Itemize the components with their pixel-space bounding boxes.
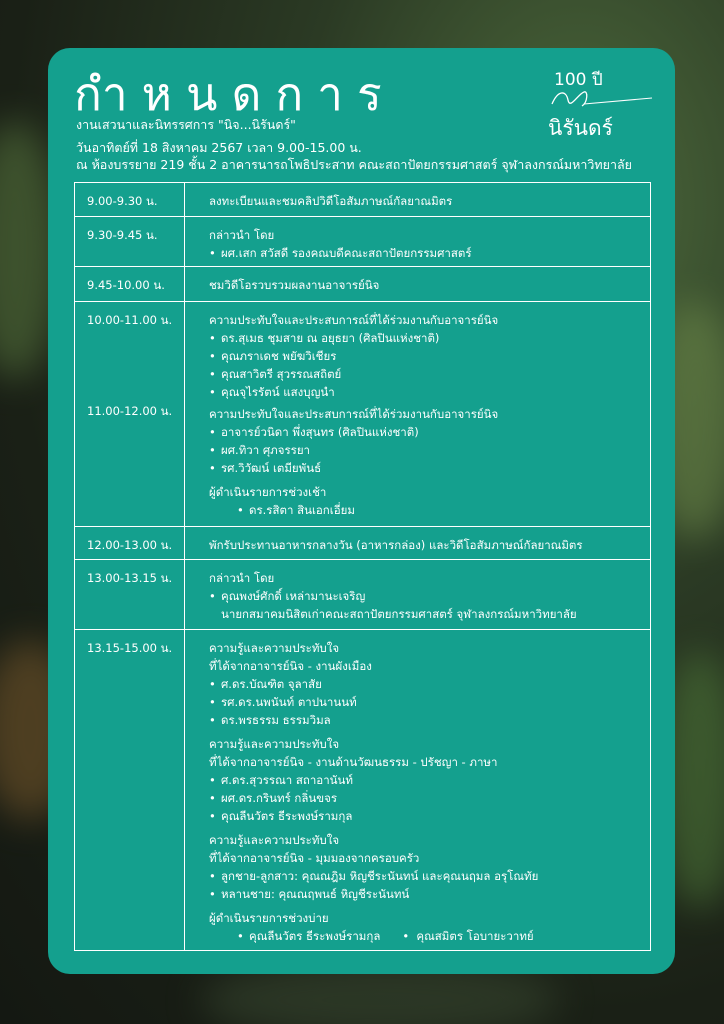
agenda-item: กล่าวนำ โดย <box>209 228 275 242</box>
schedule-row <box>75 302 650 527</box>
speaker: • หลานชาย: คุณณฤพนธ์ หิญชีระนันทน์ <box>209 885 650 903</box>
time-slot: 10.00-11.00 น. <box>87 313 173 327</box>
agenda-item: ความประทับใจและประสบการณ์ที่ได้ร่วมงานกับอาจารย์นิจ <box>209 407 499 421</box>
schedule-row <box>75 630 650 950</box>
moderator: • คุณลีนวัตร ธีระพงษ์รามกุล <box>209 927 380 945</box>
speaker: • คุณภราเดช พยัฆวิเชียร <box>209 347 650 365</box>
speaker: • ดร.สุเมธ ชุมสาย ณ อยุธยา (ศิลปินแห่งชาติ) <box>209 329 650 347</box>
agenda-item: ที่ได้จากอาจารย์นิจ - งานผังเมือง <box>209 659 372 673</box>
speaker: • คุณพงษ์ศักดิ์ เหล่ามานะเจริญ <box>209 587 650 605</box>
speaker: • ผศ.ดร.กรินทร์ กลิ่นขจร <box>209 789 650 807</box>
speaker: • รศ.วิวัฒน์ เตมียพันธ์ <box>209 459 650 477</box>
agenda-item: ที่ได้จากอาจารย์นิจ - มุมมองจากครอบครัว <box>209 851 420 865</box>
agenda-item: ความรู้และความประทับใจ <box>209 641 340 655</box>
event-subtitle: งานเสวนาและนิทรรศการ "นิจ...นิรันดร์" <box>76 117 296 132</box>
speaker: • อาจารย์วนิดา พึ่งสุนทร (ศิลปินแห่งชาติ) <box>209 423 650 441</box>
moderator: • คุณสมิตร โอบายะวาทย์ <box>380 927 533 945</box>
speaker: • ศ.ดร.สุวรรณา สถาอานันท์ <box>209 771 650 789</box>
event-logo <box>548 64 658 144</box>
event-date: วันอาทิตย์ที่ 18 สิงหาคม 2567 เวลา 9.00-15.00 น. <box>76 140 362 155</box>
speaker: • คุณสาวิตรี สุวรรณสถิตย์ <box>209 365 650 383</box>
schedule-row <box>75 217 650 267</box>
speaker: • คุณลีนวัตร ธีระพงษ์รามกุล <box>209 807 650 825</box>
speaker: • ผศ.เสก สวัสดี รองคณบดีคณะสถาปัตยกรรมศาสตร์ <box>209 244 650 262</box>
speaker-role: นายกสมาคมนิสิตเก่าคณะสถาปัตยกรรมศาสตร์ จุฬาลงกรณ์มหาวิทยาลัย <box>221 607 577 621</box>
agenda-item: ความรู้และความประทับใจ <box>209 737 340 751</box>
moderator-heading: ผู้ดำเนินรายการช่วงบ่าย <box>209 911 329 925</box>
agenda-item: ชมวิดีโอรวบรวมผลงานอาจารย์นิจ <box>209 278 380 292</box>
agenda-item: กล่าวนำ โดย <box>209 571 275 585</box>
schedule-row <box>75 183 650 217</box>
agenda-item: พักรับประทานอาหารกลางวัน (อาหารกล่อง) และวิดีโอสัมภาษณ์กัลยาณมิตร <box>209 538 583 552</box>
time-slot: 9.30-9.45 น. <box>87 228 158 242</box>
moderator: • ดร.รสิตา สินเอกเอี่ยม <box>209 501 650 519</box>
speaker: • ศ.ดร.บัณฑิต จุลาสัย <box>209 675 650 693</box>
schedule-row <box>75 527 650 560</box>
schedule-row <box>75 560 650 630</box>
agenda-item: ความประทับใจและประสบการณ์ที่ได้ร่วมงานกับอาจารย์นิจ <box>209 313 499 327</box>
time-slot: 12.00-13.00 น. <box>87 538 173 552</box>
time-slot: 9.45-10.00 น. <box>87 278 165 292</box>
schedule-table <box>74 182 651 951</box>
logo-top-text: 100 ปี <box>554 70 603 90</box>
page-title: กำหนดการ <box>74 67 396 121</box>
logo-bottom-text: นิรันดร์ <box>548 116 613 140</box>
time-slot: 13.15-15.00 น. <box>87 641 173 655</box>
speaker: • รศ.ดร.นพนันท์ ตาปนานนท์ <box>209 693 650 711</box>
agenda-item: ที่ได้จากอาจารย์นิจ - งานด้านวัฒนธรรม - ปรัชญา - ภาษา <box>209 755 498 769</box>
time-slot: 11.00-12.00 น. <box>87 404 173 418</box>
schedule-row <box>75 267 650 302</box>
speaker: • ผศ.ทิวา ศุภจรรยา <box>209 441 650 459</box>
time-slot: 13.00-13.15 น. <box>87 571 173 585</box>
agenda-item: ลงทะเบียนและชมคลิปวิดีโอสัมภาษณ์กัลยาณมิตร <box>209 194 453 208</box>
event-location: ณ ห้องบรรยาย 219 ชั้น 2 อาคารนารถโพธิประสาท คณะสถาปัตยกรรมศาสตร์ จุฬาลงกรณ์มหาวิทยาลัย <box>76 157 632 172</box>
moderator-heading: ผู้ดำเนินรายการช่วงเช้า <box>209 485 327 499</box>
logo-signature-icon <box>548 84 658 114</box>
speaker: • ดร.พรธรรม ธรรมวิมล <box>209 711 650 729</box>
speaker: • ลูกชาย-ลูกสาว: คุณณฎิม หิญชีระนันทน์ และคุณนฤมล อรุโณทัย <box>209 867 650 885</box>
time-slot: 9.00-9.30 น. <box>87 194 158 208</box>
speaker: • คุณจุไรรัตน์ แสงบุญนำ <box>209 383 650 401</box>
agenda-item: ความรู้และความประทับใจ <box>209 833 340 847</box>
